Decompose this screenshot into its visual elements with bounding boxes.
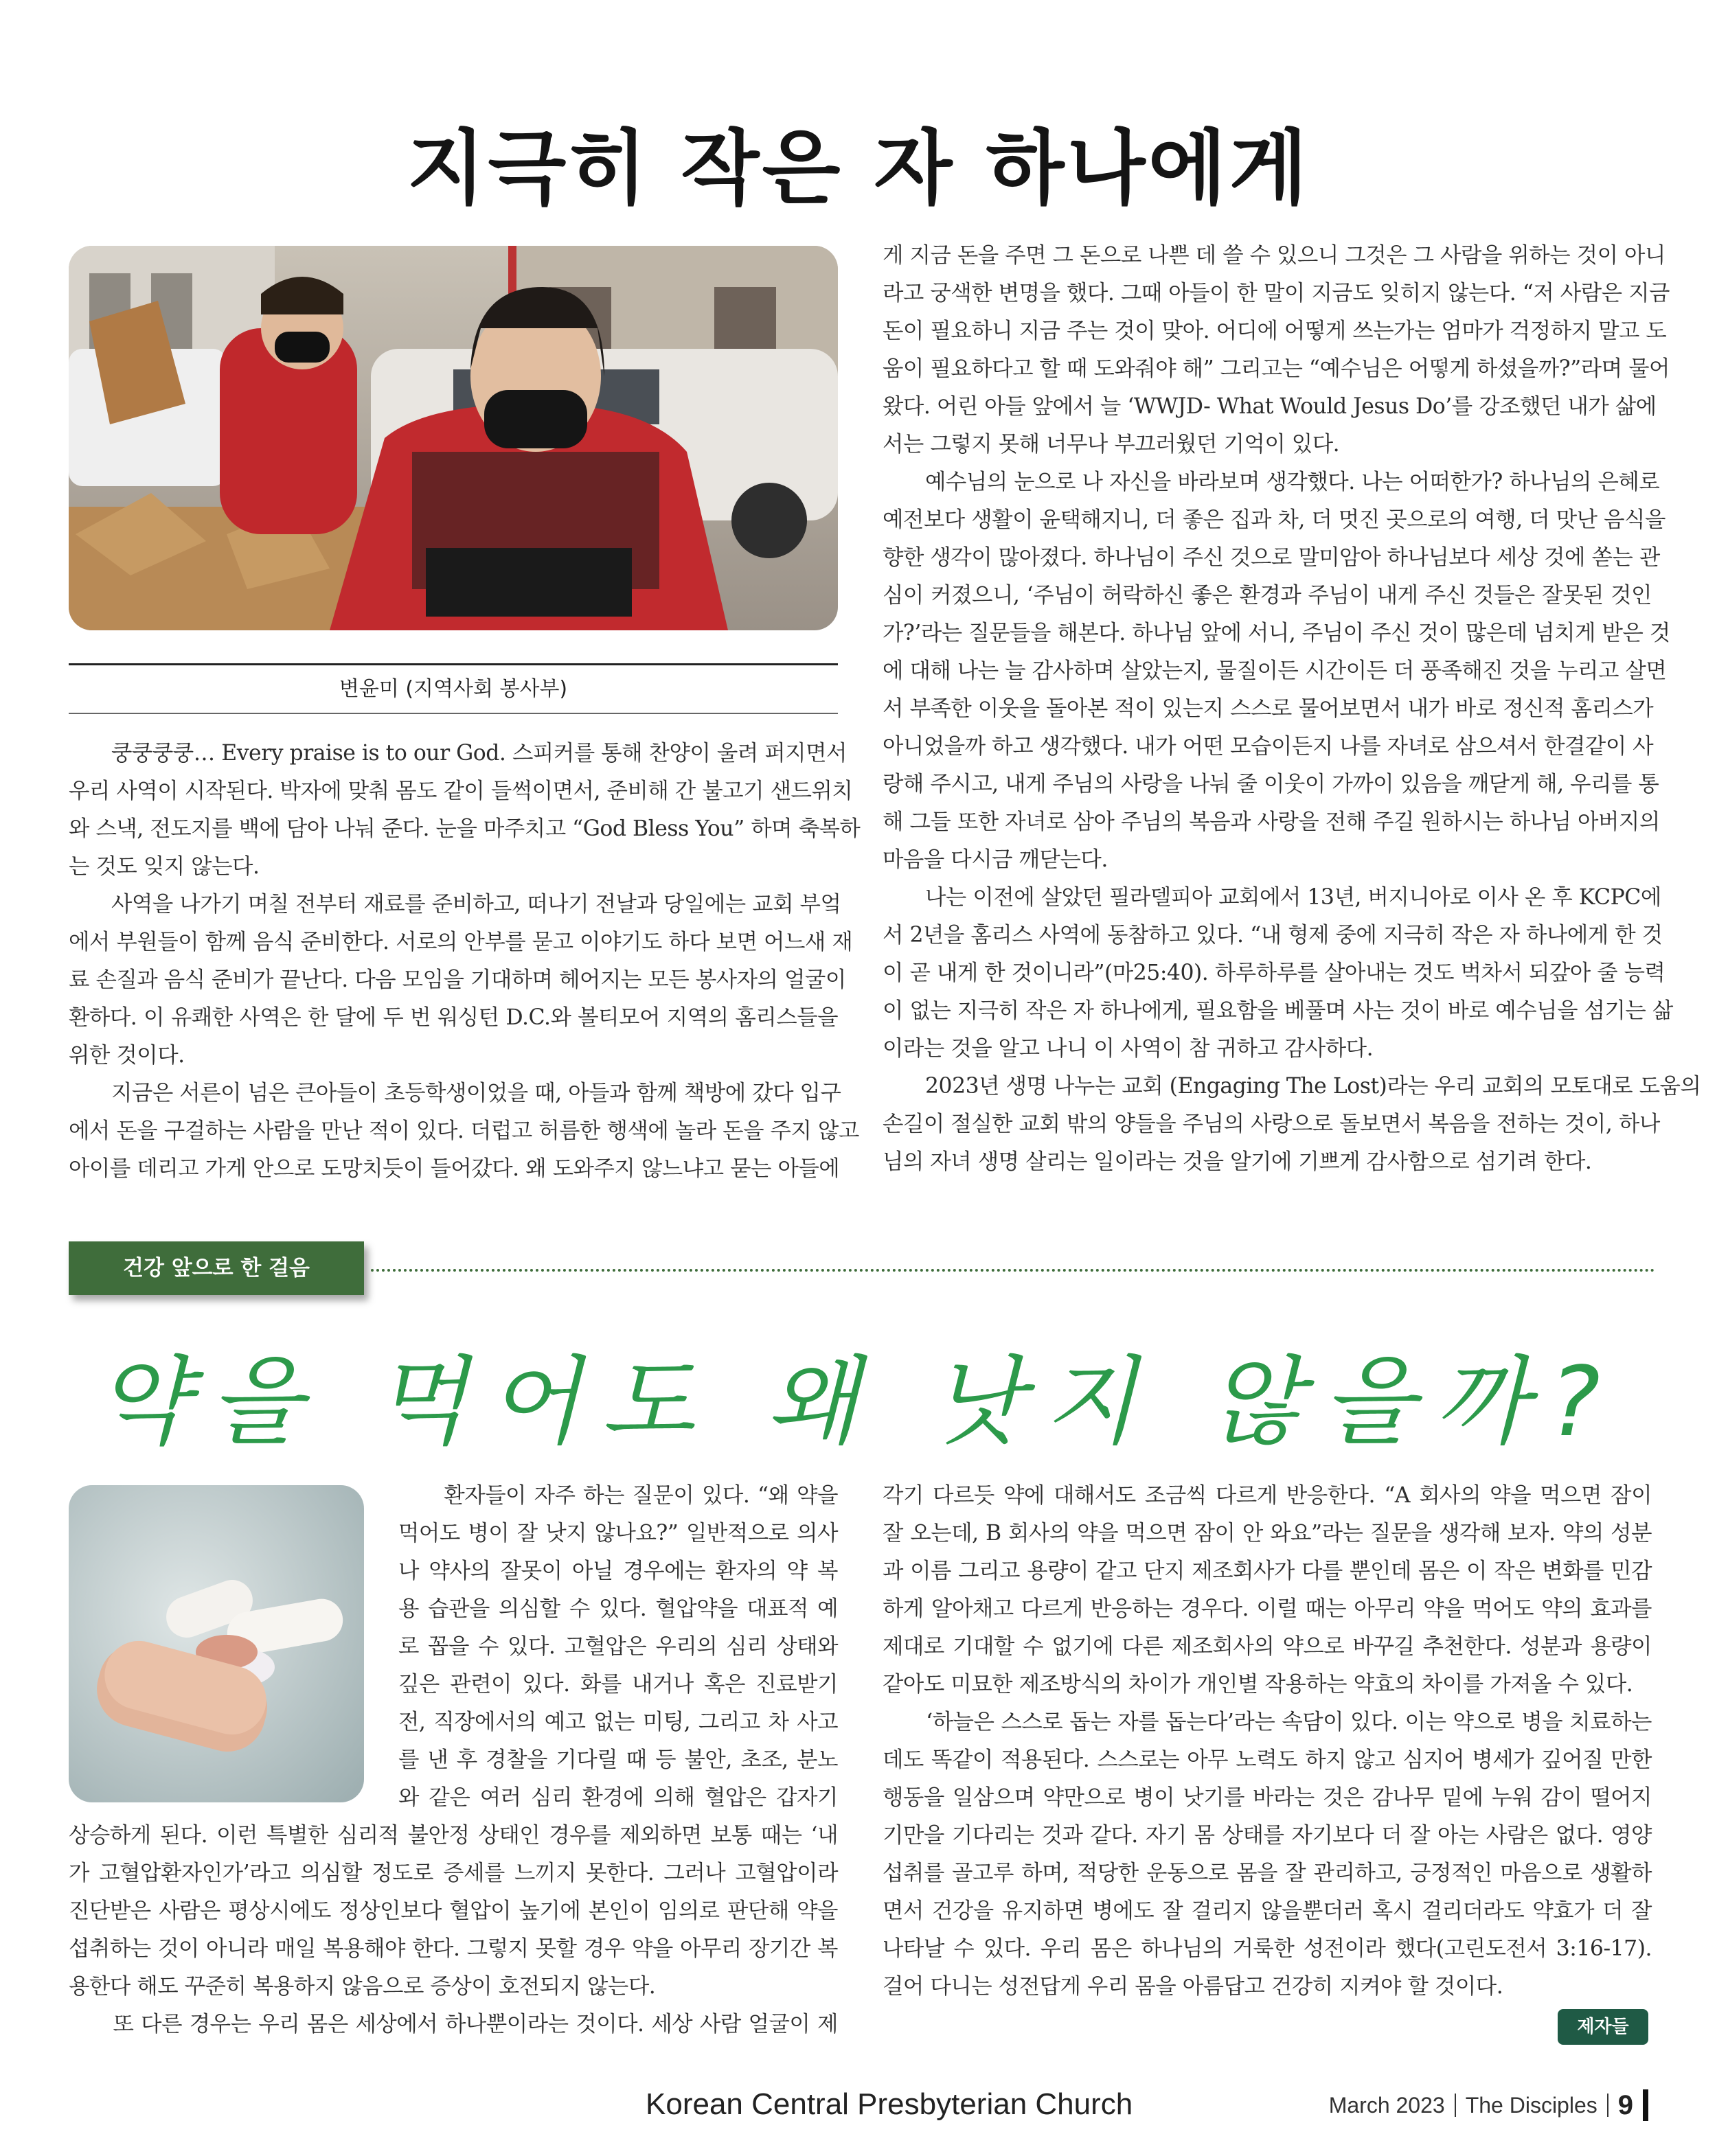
text-line: 향한 생각이 많아졌다. 하나님이 주신 것으로 말미암아 하나님보다 세상 것에 쏟는 관 [883,545,1660,570]
text-line: 쿵쿵쿵쿵… Every praise is to our God. 스피커를 통해 찬양이 울려 퍼지면서 [69,741,847,766]
text-line: 지금은 서른이 넘은 큰아들이 초등학생이었을 때, 아들과 함께 책방에 갔다 입구 [69,1081,841,1105]
text-line: 를 낸 후 경찰을 기다릴 때 등 불안, 초조, 분노 [398,1747,838,1772]
page-bar [1643,2089,1648,2121]
text-line: 해 그들 또한 자녀로 삼아 주님의 복음과 사랑을 전해 주길 원하시는 하나님 아버지의 [883,810,1660,834]
text-line: 환자들이 자주 하는 질문이 있다. “왜 약을 [398,1483,838,1508]
text-line: 에서 부원들이 함께 음식 준비한다. 서로의 안부를 묻고 이야기도 하다 보면 어느새 재 [69,930,853,954]
text-line: 서 부족한 이웃을 돌아본 적이 있는지 스스로 물어보면서 내가 바로 정신적 홈리스가 [883,696,1654,721]
text-line: 게 지금 돈을 주면 그 돈으로 나쁜 데 쓸 수 있으니 그것은 그 사람을 위하는 것이 아니 [883,243,1665,268]
text-line: 위한 것이다. [69,1043,185,1068]
text-line: 예수님의 눈으로 나 자신을 바라보며 생각했다. 나는 어떠한가? 하나님의 은혜로 [883,470,1660,494]
text-line: 에 대해 나는 늘 감사하며 살았는지, 물질이든 시간이든 더 풍족해진 것을 누리고 살면 [883,658,1667,683]
text-line: 나타날 수 있다. 우리 몸은 하나님의 거룩한 성전이라 했다(고린도전서 3:16-17). [883,1936,1652,1961]
text-line: 걸어 다니는 성전답게 우리 몸을 아름답고 건강히 지켜야 할 것이다. [883,1974,1503,1999]
text-line: 이 곧 내게 한 것이니라”(마25:40). 하루하루를 살아내는 것도 벅차서 되갚아 줄 능력 [883,961,1665,985]
article2-left-short-column [398,1477,838,1817]
text-line: 움이 필요하다고 할 때 도와줘야 해” 그리고는 “예수님은 어떻게 하셨을까?”라며 물어 [883,356,1670,381]
text-line: 에서 돈을 구걸하는 사람을 만난 적이 있다. 더럽고 허름한 행색에 놀라 돈을 주지 않고 [69,1119,859,1143]
text-line: 또 다른 경우는 우리 몸은 세상에서 하나뿐이라는 것이다. 세상 사람 얼굴이 제 [69,2012,838,2037]
article1-left-column [69,735,861,1188]
text-line: 용 습관을 의심할 수 있다. 혈압약을 대표적 예 [398,1596,838,1621]
text-line: 깊은 관련이 있다. 화를 내거나 혹은 진료받기 [398,1672,838,1697]
text-line: 기만을 기다리는 것과 같다. 자기 몸 상태를 자기보다 더 잘 아는 사람은 없다. 영양 [883,1823,1652,1848]
text-line: 왔다. 어린 아들 앞에서 늘 ‘WWJD- What Would Jesus Do’를 강조했던 내가 삶에 [883,394,1657,419]
text-line: 행동을 일삼으며 약만으로 병이 낫기를 바라는 것은 감나무 밑에 누워 감이 떨어지 [883,1785,1652,1810]
pills-photo [69,1485,364,1802]
section-label: 건강 앞으로 한 걸음 [69,1241,364,1295]
text-line: 전, 직장에서의 예고 없는 미팅, 그리고 차 사고 [398,1710,838,1734]
text-line: 료 손질과 음식 준비가 끝난다. 다음 모임을 기대하며 헤어지는 모든 봉사자의 얼굴이 [69,967,846,992]
text-line: 용한다 해도 꾸준히 복용하지 않음으로 증상이 호전되지 않는다. [69,1974,656,1999]
text-line: 마음을 다시금 깨닫는다. [883,847,1108,872]
page-number: 9 [1617,2089,1633,2120]
text-line: 사역을 나가기 며칠 전부터 재료를 준비하고, 떠나기 전날과 당일에는 교회 부엌 [69,892,841,917]
text-line: 이 없는 지극히 작은 자 하나에게, 필요함을 베풀며 사는 것이 바로 예수님을 섬기는 삶 [883,998,1673,1023]
text-line: 나는 이전에 살았던 필라델피아 교회에서 13년, 버지니아로 이사 온 후 KCPC에 [883,885,1661,910]
article2-title: 약을 먹어도 왜 낫지 않을까? [96,1346,1621,1458]
text-line: 돈이 필요하니 지금 주는 것이 맞아. 어디에 어떻게 쓰는가는 엄마가 걱정하지 말고 도 [883,319,1667,343]
text-line: 와 스낵, 전도지를 백에 담아 나눠 준다. 눈을 마주치고 “God Bless You” 하며 축복하 [69,816,861,841]
text-line: 이라는 것을 알고 나니 이 사역이 참 귀하고 감사하다. [883,1036,1374,1061]
text-line: 아니었을까 하고 생각했다. 내가 어떤 모습이든지 나를 자녀로 삼으셔서 한결같이 사 [883,734,1654,759]
text-line: 가?’라는 질문들을 해본다. 하나님 앞에 서니, 주님이 주신 것이 많은데 넘치게 받은 것 [883,621,1670,645]
volunteers-photo [69,246,838,630]
text-line: 가 고혈압환자인가’라고 의심할 정도로 증세를 느끼지 못한다. 그러나 고혈압이라 [69,1861,838,1885]
text-line: 하게 알아채고 다르게 반응하는 경우다. 이럴 때는 아무리 약을 먹어도 약의 효과를 [883,1596,1652,1621]
text-line: 섭취를 골고루 하며, 적당한 운동으로 몸을 잘 관리하고, 긍정적인 마음으로 생활하 [883,1861,1652,1885]
article-title: 지극히 작은 자 하나에게 [407,121,1310,216]
text-line: 우리 사역이 시작된다. 박자에 맞춰 몸도 같이 들썩이면서, 준비해 간 불고기 샌드위치 [69,779,853,803]
section-divider [371,1269,1655,1272]
text-line: 예전보다 생활이 윤택해지니, 더 좋은 집과 차, 더 멋진 곳으로의 여행, 더 맛난 음식을 [883,507,1665,532]
publisher-badge: 제자들 [1558,2009,1648,2045]
text-line: 심이 커졌으니, ‘주님이 허락하신 좋은 환경과 주님이 내게 주신 것들은 잘못된 것인 [883,583,1652,608]
text-line: 랑해 주시고, 내게 주님의 사랑을 나눠 줄 이웃이 가까이 있음을 깨닫게 해, 우리를 통 [883,772,1659,796]
text-line: 데도 똑같이 적용된다. 스스로는 아무 노력도 하지 않고 심지어 병세가 깊어질 만한 [883,1747,1652,1772]
article2-left-full-column [69,1817,838,2043]
text-line: 님의 자녀 생명 살리는 일이라는 것을 알기에 기쁘게 감사함으로 섬기려 한다. [883,1149,1592,1174]
text-line: 나 약사의 잘못이 아닐 경우에는 환자의 약 복 [398,1559,838,1583]
text-line: 로 꼽을 수 있다. 고혈압은 우리의 심리 상태와 [398,1634,838,1659]
text-line: 와 같은 여러 심리 환경에 의해 혈압은 갑자기 [398,1785,838,1810]
footer-church-name: Korean Central Presbyterian Church [646,2087,1133,2121]
article2-right-column [883,1477,1652,2006]
footer-magazine: The Disciples [1465,2092,1597,2118]
text-line: 아이를 데리고 가게 안으로 도망치듯이 들어갔다. 왜 도와주지 않느냐고 묻는 아들에 [69,1156,840,1181]
footer-separator [1607,2094,1608,2117]
text-line: 먹어도 병이 잘 낫지 않나요?” 일반적으로 의사 [398,1521,838,1546]
text-line: 손길이 절실한 교회 밖의 양들을 주님의 사랑으로 돌보면서 복음을 전하는 것이, 하나 [883,1112,1660,1136]
text-line: 서는 그렇지 못해 너무나 부끄러웠던 기억이 있다. [883,432,1340,457]
text-line: ‘하늘은 스스로 돕는 자를 돕는다’라는 속담이 있다. 이는 약으로 병을 치료하는 [883,1710,1652,1734]
text-line: 제대로 기대할 수 없기에 다른 제조회사의 약으로 바꾸길 추천한다. 성분과 용량이 [883,1634,1652,1659]
author-byline: 변윤미 (지역사회 봉사부) [339,677,568,701]
footer-issue-info [1329,2089,1648,2121]
text-line: 라고 궁색한 변명을 했다. 그때 아들이 한 말이 지금도 잊히지 않는다. “저 사람은 지금 [883,281,1670,306]
text-line: 같아도 미묘한 제조방식의 차이가 개인별 작용하는 약효의 차이를 가져올 수 있다. [883,1672,1633,1697]
text-line: 2023년 생명 나누는 교회 (Engaging The Lost)라는 우리 교회의 모토대로 도움의 [883,1074,1701,1099]
byline-bottom-rule [69,713,838,714]
text-line: 면서 건강을 유지하면 병에도 잘 걸리지 않을뿐더러 혹시 걸리더라도 약효가 더 잘 [883,1899,1652,1923]
text-line: 상승하게 된다. 이런 특별한 심리적 불안정 상태인 경우를 제외하면 보통 때는 ‘내 [69,1823,838,1848]
text-line: 각기 다르듯 약에 대해서도 조금씩 다르게 반응한다. “A 회사의 약을 먹으면 잠이 [883,1483,1652,1508]
text-line: 환하다. 이 유쾌한 사역은 한 달에 두 번 워싱턴 D.C.와 볼티모어 지역의 홈리스들을 [69,1005,838,1030]
text-line: 진단받은 사람은 평상시에도 정상인보다 혈압이 높기에 본인이 임의로 판단해 약을 [69,1899,838,1923]
byline-top-rule [69,663,838,665]
article1-right-column [883,237,1701,1181]
text-line: 과 이름 그리고 용량이 같고 단지 제조회사가 다를 뿐인데 몸은 이 작은 변화를 민감 [883,1559,1652,1583]
text-line: 서 2년을 홈리스 사역에 동참하고 있다. “내 형제 중에 지극히 작은 자 하나에게 한 것 [883,923,1663,948]
text-line: 잘 오는데, B 회사의 약을 먹으면 잠이 안 와요”라는 질문을 생각해 보자. 약의 성분 [883,1521,1652,1546]
footer-separator [1455,2094,1456,2117]
footer-issue: March 2023 [1328,2092,1445,2118]
text-line: 섭취하는 것이 아니라 매일 복용해야 한다. 그렇지 못할 경우 약을 아무리 장기간 복 [69,1936,838,1961]
text-line: 는 것도 잊지 않는다. [69,854,260,879]
